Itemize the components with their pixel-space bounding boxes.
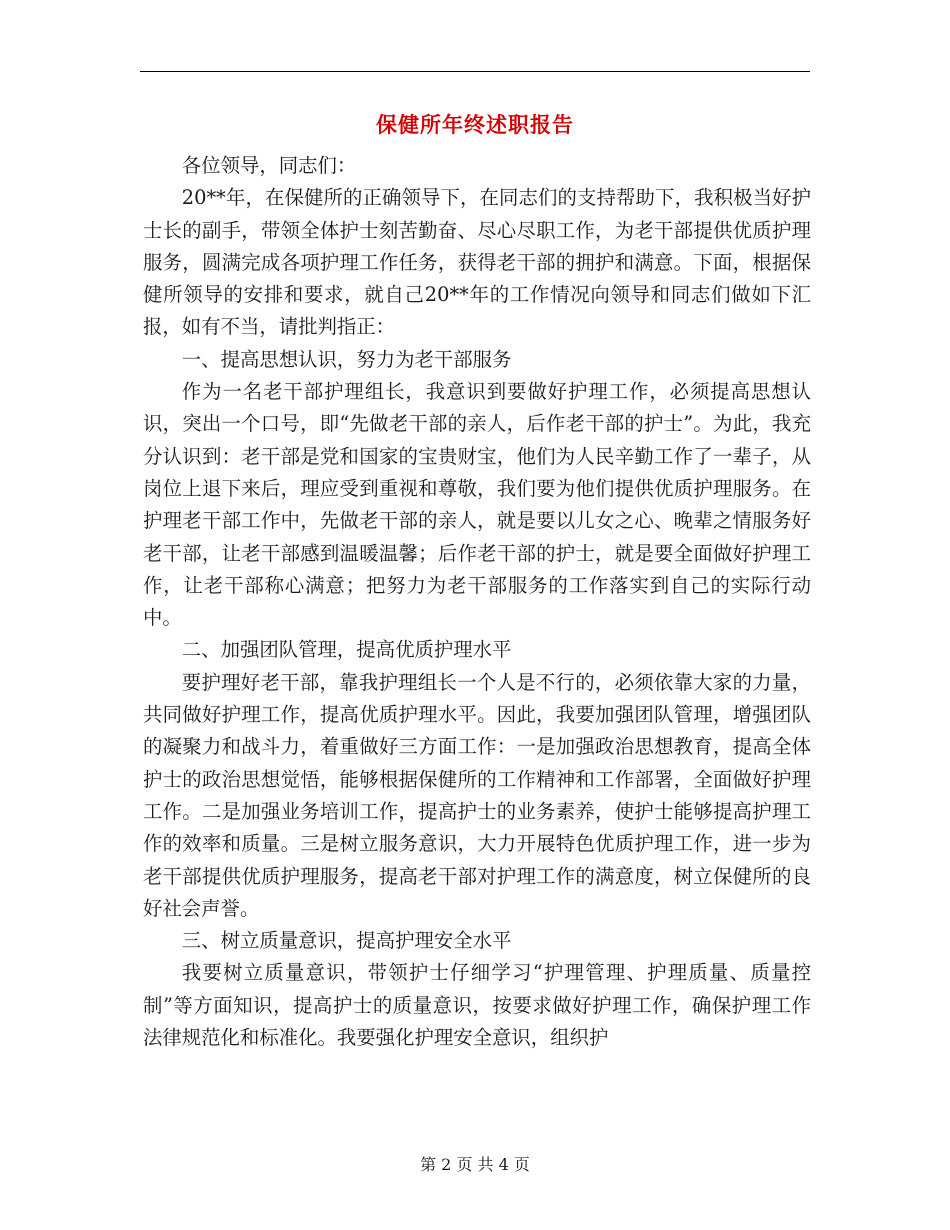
section-heading-1: 一、提高思想认识，努力为老干部服务 — [181, 347, 512, 371]
header-rule — [140, 71, 810, 72]
page-number: 第 2 页 共 4 页 — [420, 1155, 530, 1174]
section-paragraph-1: 作为一名老干部护理组长，我意识到要做好护理工作，必须提高思想认识，突出一个口号，即“先做老干部的亲人，后作老干部的护士”。为此，我充分认识到：老干部是党和国家的宝贵财宝，他们为人民辛勤工作了一辈子，从岗位上退下来后，理应受到重视和尊敬，我们要为他们提供优质护理服务。在护理老干部工作中，先做老干部的亲人，就是要以儿女之心、晚辈之情服务好老干部，让老干部感到温暖温馨；后作老干部的护士，就是要全面做好护理工作，让老干部称心满意；把努力为老干部服务的工作落实到自己的实际行动中。 — [143, 380, 811, 630]
intro-paragraph: 20**年，在保健所的正确领导下，在同志们的支持帮助下，我积极当好护士长的副手，带领全体护士刻苦勤奋、尽心尽职工作，为老干部提供优质护理服务，圆满完成各项护理工作任务，获得老干部的拥护和满意。下面，根据保健所领导的安排和要求，就自己20**年的工作情况向领导和同志们做如下汇报，如有不当，请批判指正： — [143, 186, 811, 339]
salutation: 各位领导，同志们： — [181, 154, 357, 177]
document-title: 保健所年终述职报告 — [376, 112, 574, 137]
section-heading-3: 三、树立质量意识，提高护理安全水平 — [181, 929, 512, 953]
section-heading-2: 二、加强团队管理，提高优质护理水平 — [181, 638, 512, 662]
document-body — [143, 150, 811, 1054]
section-paragraph-2: 要护理好老干部，靠我护理组长一个人是不行的，必须依靠大家的力量，共同做好护理工作，提高优质护理水平。因此，我要加强团队管理，增强团队的凝聚力和战斗力，着重做好三方面工作：一是加强政治思想教育，提高全体护士的政治思想觉悟，能够根据保健所的工作精神和工作部署，全面做好护理工作。二是加强业务培训工作，提高护士的业务素养，使护士能够提高护理工作的效率和质量。三是树立服务意识，大力开展特色优质护理工作，进一步为老干部提供优质护理服务，提高老干部对护理工作的满意度，树立保健所的良好社会声誉。 — [143, 670, 811, 920]
section-paragraph-3: 我要树立质量意识，带领护士仔细学习“护理管理、护理质量、质量控制”等方面知识，提高护士的质量意识，按要求做好护理工作，确保护理工作法律规范化和标准化。我要强化护理安全意识，组织护 — [143, 961, 811, 1050]
